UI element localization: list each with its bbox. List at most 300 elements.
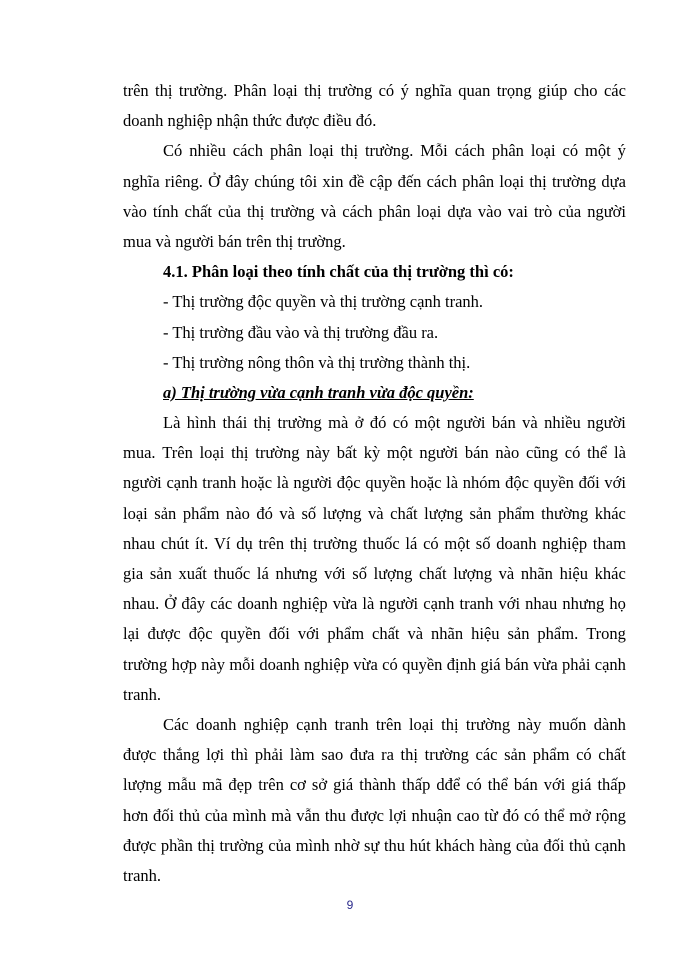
word: xuất xyxy=(178,564,207,583)
word: trọng xyxy=(496,81,532,100)
word: cạnh xyxy=(296,714,328,734)
text-line xyxy=(123,589,626,619)
word: hoặc xyxy=(410,473,442,493)
word: và xyxy=(368,503,384,523)
text-line xyxy=(123,499,626,529)
word: thị xyxy=(197,835,215,855)
word: nghiệp xyxy=(282,594,328,614)
word: loại xyxy=(308,141,334,161)
word: rộng xyxy=(595,805,626,825)
word: nhiều xyxy=(189,141,226,161)
word: trên xyxy=(123,81,149,100)
word: họ xyxy=(609,594,626,614)
word: phẩm xyxy=(497,503,535,523)
word: trường xyxy=(551,171,597,191)
word: loại xyxy=(199,443,225,463)
word: sở xyxy=(311,775,328,795)
text-line xyxy=(123,468,626,498)
word: tôi xyxy=(299,171,318,191)
word: chất xyxy=(419,564,447,583)
text-line xyxy=(123,710,626,740)
word: và xyxy=(522,413,538,433)
word: có xyxy=(564,443,581,463)
word: có xyxy=(423,533,439,553)
word: thị xyxy=(289,533,308,553)
word: cách xyxy=(342,201,373,221)
text-line: - Thị trường đầu vào và thị trường đầu ra. xyxy=(163,322,439,342)
page-number: 9 xyxy=(346,898,354,912)
word: có xyxy=(392,413,409,433)
word: số xyxy=(352,564,367,583)
word: của xyxy=(515,835,539,855)
word: có xyxy=(466,775,482,795)
word: thấp xyxy=(597,775,626,795)
word: với xyxy=(324,564,346,583)
word: trên xyxy=(258,775,284,795)
word: và xyxy=(279,503,295,523)
word: phải xyxy=(562,654,591,674)
word: nhiều xyxy=(544,413,581,433)
word: sản xyxy=(149,564,172,583)
word: mẫu xyxy=(167,775,197,795)
word: phẩm xyxy=(532,745,570,765)
word: thuốc xyxy=(363,533,400,553)
word: sản xyxy=(154,503,177,523)
word: xin xyxy=(322,171,344,191)
word: đó xyxy=(502,805,520,825)
word: loại xyxy=(530,141,556,161)
word: hút xyxy=(409,835,431,855)
word: Ở xyxy=(164,594,177,614)
word: lượng xyxy=(424,503,463,523)
word: đẹp xyxy=(228,775,253,795)
word: Là xyxy=(163,413,181,433)
word: nhau xyxy=(525,594,558,614)
word: nào xyxy=(495,443,520,463)
word: mở xyxy=(569,805,591,825)
word: phẩm xyxy=(182,503,220,523)
word: Các xyxy=(163,714,189,734)
word: làm xyxy=(289,745,315,765)
word: doanh xyxy=(496,533,537,553)
word: tranh xyxy=(459,594,494,614)
word: có xyxy=(562,141,579,161)
word: đối xyxy=(153,805,175,825)
word: Trên xyxy=(162,443,193,463)
word: tranh xyxy=(202,473,237,493)
word: với xyxy=(498,594,521,614)
word: này xyxy=(201,654,225,674)
word: có xyxy=(378,81,395,100)
word: hiệu xyxy=(559,564,588,583)
word: thể xyxy=(487,775,508,795)
word: là xyxy=(613,443,626,463)
text-line: - Thị trường độc quyền và thị trường cạnh tranh. xyxy=(163,292,484,312)
word: giá xyxy=(571,775,592,795)
word: các xyxy=(210,594,233,614)
word: vừa xyxy=(332,594,358,614)
word: khác xyxy=(594,503,626,523)
word: mà xyxy=(328,413,349,433)
word: là xyxy=(362,594,375,614)
text-line xyxy=(123,529,626,559)
word: mình xyxy=(232,805,267,825)
word: quyền xyxy=(365,473,406,493)
word: đề xyxy=(348,171,365,191)
word: được xyxy=(350,805,384,825)
word: dựa xyxy=(601,171,626,191)
word: bán xyxy=(513,775,538,795)
word: trường xyxy=(277,413,322,433)
word: hoặc xyxy=(240,473,273,493)
word: trên xyxy=(375,714,402,734)
word: dụ xyxy=(236,533,253,553)
word: trường xyxy=(327,81,373,100)
word: là xyxy=(446,473,459,493)
word: vừa xyxy=(533,654,558,674)
word: giá xyxy=(333,775,354,795)
text-line: - Thị trường nông thôn và thị trường thành thị. xyxy=(163,352,471,372)
word: định xyxy=(446,654,477,674)
word: và xyxy=(407,624,424,644)
word: nhưng xyxy=(275,564,318,583)
word: vào xyxy=(123,201,147,221)
word: riêng. xyxy=(164,171,203,191)
text-line xyxy=(123,559,626,589)
word: loại xyxy=(416,201,442,221)
word: trường xyxy=(255,443,300,463)
word: bất xyxy=(336,443,357,463)
word: chúng xyxy=(254,171,295,191)
text-line xyxy=(123,770,626,800)
word: hàng xyxy=(479,835,512,855)
word: đối xyxy=(268,624,290,644)
word: mã xyxy=(202,775,223,795)
word: cơ xyxy=(289,775,306,795)
word: cách xyxy=(454,141,485,161)
word: thu xyxy=(383,835,406,855)
word: cạnh xyxy=(166,473,198,493)
word: là xyxy=(276,473,289,493)
word: người xyxy=(293,473,333,493)
word: doanh xyxy=(259,654,300,674)
word: một xyxy=(386,443,413,463)
word: với xyxy=(297,624,320,644)
word: của xyxy=(204,805,228,825)
text-line xyxy=(123,167,626,197)
word: thị xyxy=(400,745,418,765)
word: quan xyxy=(458,81,491,100)
word: lợi xyxy=(206,745,225,765)
word: thuốc xyxy=(213,564,251,583)
word: lượng xyxy=(123,775,162,795)
word: người xyxy=(379,594,419,614)
text-line xyxy=(123,831,626,861)
word: khách xyxy=(435,835,475,855)
word: loại xyxy=(123,503,148,523)
word: Phân xyxy=(233,81,267,100)
word: sản xyxy=(469,503,492,523)
word: thị xyxy=(246,201,265,221)
document-body xyxy=(123,76,626,891)
word: tham xyxy=(592,533,626,553)
word: thủ xyxy=(178,805,201,825)
word: tranh xyxy=(334,714,369,734)
word: dành xyxy=(593,714,626,734)
word: có xyxy=(576,745,592,765)
word: trường xyxy=(313,533,358,553)
word: số xyxy=(475,533,491,553)
word: đối xyxy=(578,473,600,493)
word: lại xyxy=(123,624,140,644)
word: Ví xyxy=(214,533,231,553)
word: nghiệp xyxy=(542,533,588,553)
text-line xyxy=(123,650,626,680)
word: sự xyxy=(364,835,380,855)
word: thái xyxy=(222,413,248,433)
word: giúp xyxy=(537,81,568,100)
word: phải xyxy=(254,745,284,765)
word: sản xyxy=(504,745,527,765)
word: nào xyxy=(226,503,250,523)
word: này xyxy=(306,443,331,463)
word: phân xyxy=(462,171,495,191)
word: có xyxy=(523,805,540,825)
word: doanh xyxy=(237,594,278,614)
word: lượng xyxy=(322,503,362,523)
word: từ xyxy=(484,805,498,825)
word: nghĩa xyxy=(415,81,452,100)
word: giá xyxy=(480,654,501,674)
word: được xyxy=(123,835,157,855)
word: cách xyxy=(232,141,264,161)
word: cho xyxy=(573,81,598,100)
word: trường xyxy=(219,835,264,855)
word: mua. xyxy=(123,443,156,463)
word: mình xyxy=(295,835,330,855)
word: nhãn xyxy=(520,564,553,583)
text-line xyxy=(123,801,626,831)
word: ở xyxy=(354,413,364,433)
word: chất xyxy=(184,201,213,221)
text-line: mua và người bán trên thị trường. xyxy=(123,231,346,251)
word: cạnh xyxy=(594,835,626,855)
word: vừa xyxy=(353,654,378,674)
word: trường xyxy=(465,714,511,734)
word: bán xyxy=(504,654,529,674)
word: trường xyxy=(424,745,469,765)
word: lượng xyxy=(453,564,492,583)
word: vào xyxy=(477,201,502,221)
word: nhóm xyxy=(462,473,501,493)
word: thành xyxy=(359,775,396,795)
word: này xyxy=(517,714,542,734)
word: ra xyxy=(381,745,394,765)
word: đối xyxy=(543,835,565,855)
word: chất xyxy=(390,503,418,523)
word: nhau xyxy=(123,533,156,553)
word: Có xyxy=(163,141,183,161)
word: đến xyxy=(397,171,422,191)
word: người xyxy=(446,413,486,433)
word: hình xyxy=(186,413,217,433)
word: quyền xyxy=(533,473,574,493)
word: dđể xyxy=(436,775,461,795)
word: thấp xyxy=(401,775,431,795)
word: trường xyxy=(123,654,168,674)
word: cạnh xyxy=(423,594,455,614)
word: cách xyxy=(426,171,457,191)
word: sản xyxy=(507,624,530,644)
word: Ở xyxy=(208,171,221,191)
text-line xyxy=(123,619,626,649)
word: lá xyxy=(256,564,269,583)
word: mà xyxy=(271,805,292,825)
word: hiệu xyxy=(471,624,500,644)
word: phẩm. xyxy=(537,624,579,644)
word: phần xyxy=(160,835,193,855)
word: thường xyxy=(541,503,589,523)
word: trường. xyxy=(178,81,228,100)
word: tính xyxy=(152,201,179,221)
word: thị xyxy=(155,81,173,100)
word: một xyxy=(585,141,611,161)
word: số xyxy=(301,503,317,523)
word: thị xyxy=(340,141,359,161)
word: và xyxy=(498,564,515,583)
text-line xyxy=(123,740,626,770)
word: loại xyxy=(408,714,434,734)
text-line xyxy=(123,408,626,438)
word: nghiệp xyxy=(243,714,289,734)
word: doanh xyxy=(196,714,237,734)
word: chất xyxy=(598,745,626,765)
word: nhãn xyxy=(431,624,464,644)
text-line xyxy=(123,136,626,166)
word: trên xyxy=(258,533,285,553)
word: lá xyxy=(405,533,418,553)
word: cạnh xyxy=(594,654,626,674)
word: ý xyxy=(400,81,409,100)
word: trường. xyxy=(364,141,414,161)
word: loại xyxy=(499,171,525,191)
word: thủ xyxy=(568,835,591,855)
word: nghiệp xyxy=(304,654,349,674)
text-line xyxy=(123,438,626,468)
word: chút xyxy=(160,533,190,553)
word: ít. xyxy=(194,533,209,553)
word: sao xyxy=(321,745,344,765)
word: của xyxy=(558,201,582,221)
word: phân xyxy=(491,141,524,161)
word: lượng xyxy=(373,564,413,583)
word: gia xyxy=(123,564,144,583)
text-line xyxy=(123,76,626,106)
word: độc xyxy=(505,473,529,493)
word: muốn xyxy=(548,714,587,734)
word: quyền xyxy=(402,654,443,674)
word: dựa xyxy=(447,201,472,221)
word: quyền xyxy=(220,624,261,644)
word: trò xyxy=(533,201,553,221)
text-line: tranh. xyxy=(123,865,162,885)
word: đây xyxy=(225,171,250,191)
word: người xyxy=(419,443,459,463)
word: thị xyxy=(529,171,547,191)
word: Mỗi xyxy=(420,141,448,161)
word: khác xyxy=(594,564,626,583)
word: các xyxy=(475,745,498,765)
word: độc xyxy=(336,473,361,493)
word: với xyxy=(543,775,566,795)
word: của xyxy=(218,201,241,221)
word: nhờ xyxy=(334,835,360,855)
text-line: tranh. xyxy=(123,684,162,704)
word: độc xyxy=(188,624,213,644)
word: thắng xyxy=(162,745,200,765)
word: trường xyxy=(270,201,315,221)
word: người xyxy=(587,413,626,433)
word: nhưng xyxy=(562,594,605,614)
word: có xyxy=(382,654,398,674)
word: phân xyxy=(269,141,303,161)
word: người xyxy=(123,473,162,493)
word: cũng xyxy=(525,443,559,463)
word: nghĩa xyxy=(123,171,160,191)
word: thể xyxy=(587,443,608,463)
word: thị xyxy=(253,413,272,433)
word: ý xyxy=(617,141,626,161)
word: một xyxy=(414,413,441,433)
word: bán xyxy=(464,443,489,463)
text-line xyxy=(123,197,626,227)
word: đó xyxy=(256,503,273,523)
word: được xyxy=(123,745,157,765)
word: vẫn xyxy=(296,805,321,825)
word: và xyxy=(320,201,337,221)
word: lợi xyxy=(388,805,407,825)
word: một xyxy=(444,533,471,553)
word: hợp xyxy=(171,654,197,674)
word: người xyxy=(587,201,626,221)
word: vai xyxy=(507,201,528,221)
word: mỗi xyxy=(229,654,256,674)
word: với xyxy=(604,473,626,493)
word: cao xyxy=(456,805,480,825)
text-line: 4.1. Phân loại theo tính chất của thị trường thì có: xyxy=(163,262,514,282)
word: đó xyxy=(369,413,387,433)
word: nhuận xyxy=(411,805,452,825)
word: thì xyxy=(230,745,249,765)
word: cập xyxy=(369,171,393,191)
word: nhau. xyxy=(123,594,160,614)
word: đưa xyxy=(349,745,375,765)
word: thị xyxy=(441,714,459,734)
text-line: doanh nghiệp nhận thức được điều đó. xyxy=(123,111,377,131)
word: phẩm xyxy=(327,624,365,644)
word: của xyxy=(268,835,292,855)
word: thị xyxy=(304,81,322,100)
word: thị xyxy=(231,443,249,463)
word: kỳ xyxy=(363,443,381,463)
word: thu xyxy=(324,805,346,825)
word: thể xyxy=(544,805,565,825)
word: đây xyxy=(181,594,206,614)
word: hơn xyxy=(123,805,149,825)
word: Trong xyxy=(586,624,626,644)
word: phân xyxy=(378,201,411,221)
text-line: a) Thị trường vừa cạnh tranh vừa độc quyền: xyxy=(163,382,474,402)
